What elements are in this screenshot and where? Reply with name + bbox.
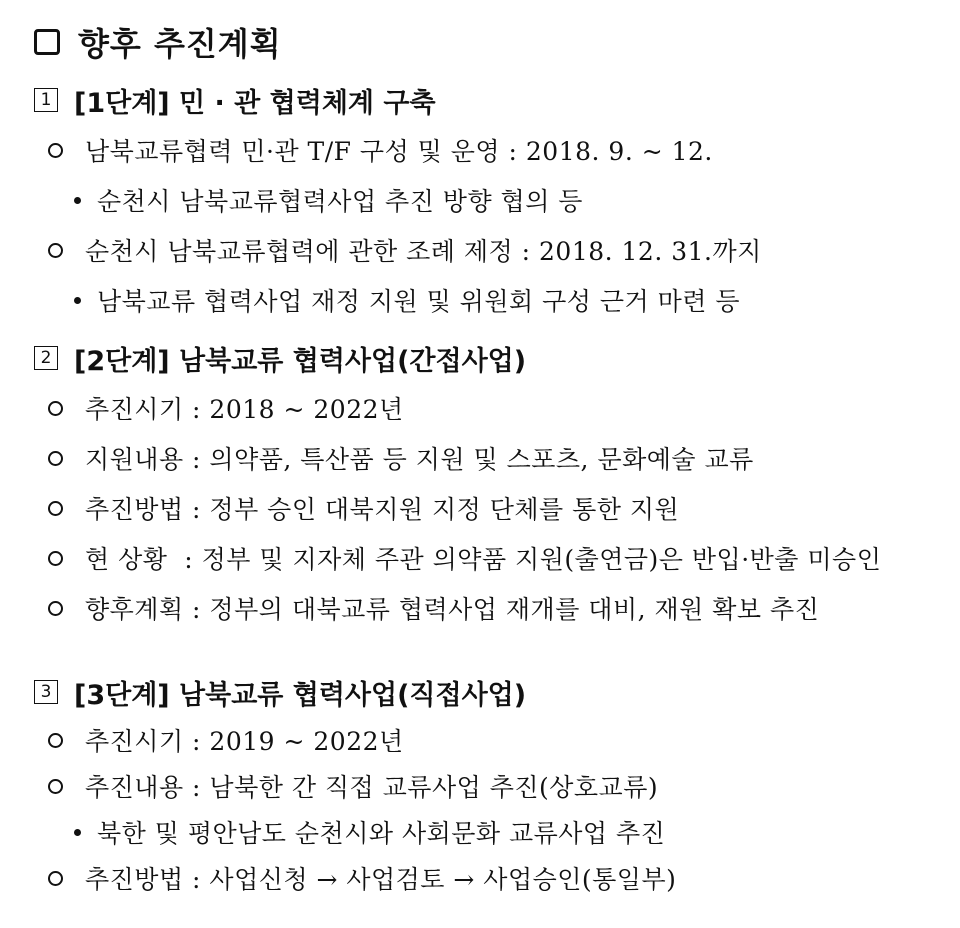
square-bullet-icon [34, 29, 60, 55]
number-box-icon: 1 [34, 88, 58, 112]
number-box-icon: 2 [34, 346, 58, 370]
dot-bullet-icon [74, 829, 81, 836]
circle-bullet-icon [48, 551, 63, 566]
number-box-icon: 3 [34, 680, 58, 704]
stage-heading-text: [1단계] 민 · 관 협력체계 구축 [74, 87, 436, 119]
circle-bullet-icon [48, 243, 63, 258]
list-item-text: 추진방법 : 사업신청 → 사업검토 → 사업승인(통일부) [85, 865, 677, 894]
circle-bullet-icon [48, 871, 63, 886]
sub-item [74, 282, 740, 318]
stage-2-heading [34, 340, 526, 376]
list-item [48, 490, 679, 526]
list-item-text: 지원내용 : 의약품, 특산품 등 지원 및 스포츠, 문화예술 교류 [85, 445, 754, 474]
circle-bullet-icon [48, 601, 63, 616]
stage-1-heading [34, 82, 436, 118]
list-item-text: 현 상황 : 정부 및 지자체 주관 의약품 지원(출연금)은 반입·반출 미승인 [85, 545, 882, 574]
list-item-text: 추진시기 : 2019 ~ 2022년 [85, 727, 404, 756]
page-title-text: 향후 추진계획 [78, 25, 282, 63]
list-item [48, 440, 754, 476]
dot-bullet-icon [74, 297, 81, 304]
page-title [34, 22, 282, 62]
sub-item-text: 남북교류 협력사업 재정 지원 및 위원회 구성 근거 마련 등 [97, 287, 740, 316]
circle-bullet-icon [48, 733, 63, 748]
list-item-text: 순천시 남북교류협력에 관한 조례 제정 : 2018. 12. 31.까지 [85, 237, 762, 266]
dot-bullet-icon [74, 197, 81, 204]
list-item [48, 768, 658, 804]
circle-bullet-icon [48, 143, 63, 158]
list-item [48, 390, 404, 426]
list-item [48, 590, 819, 626]
list-item-text: 추진내용 : 남북한 간 직접 교류사업 추진(상호교류) [85, 773, 659, 802]
circle-bullet-icon [48, 779, 63, 794]
stage-3-heading [34, 674, 526, 710]
list-item-text: 남북교류협력 민·관 T/F 구성 및 운영 : 2018. 9. ~ 12. [85, 137, 713, 166]
list-item [48, 860, 676, 896]
circle-bullet-icon [48, 451, 63, 466]
list-item [48, 540, 881, 576]
sub-item [74, 814, 665, 850]
stage-heading-text: [2단계] 남북교류 협력사업(간접사업) [74, 345, 527, 377]
sub-item [74, 182, 583, 218]
circle-bullet-icon [48, 501, 63, 516]
circle-bullet-icon [48, 401, 63, 416]
list-item [48, 232, 762, 268]
list-item-text: 추진시기 : 2018 ~ 2022년 [85, 395, 404, 424]
stage-heading-text: [3단계] 남북교류 협력사업(직접사업) [74, 679, 527, 711]
list-item [48, 722, 404, 758]
list-item-text: 추진방법 : 정부 승인 대북지원 지정 단체를 통한 지원 [85, 495, 680, 524]
list-item [48, 132, 713, 168]
sub-item-text: 순천시 남북교류협력사업 추진 방향 협의 등 [97, 187, 583, 216]
sub-item-text: 북한 및 평안남도 순천시와 사회문화 교류사업 추진 [97, 819, 666, 848]
list-item-text: 향후계획 : 정부의 대북교류 협력사업 재개를 대비, 재원 확보 추진 [85, 595, 820, 624]
